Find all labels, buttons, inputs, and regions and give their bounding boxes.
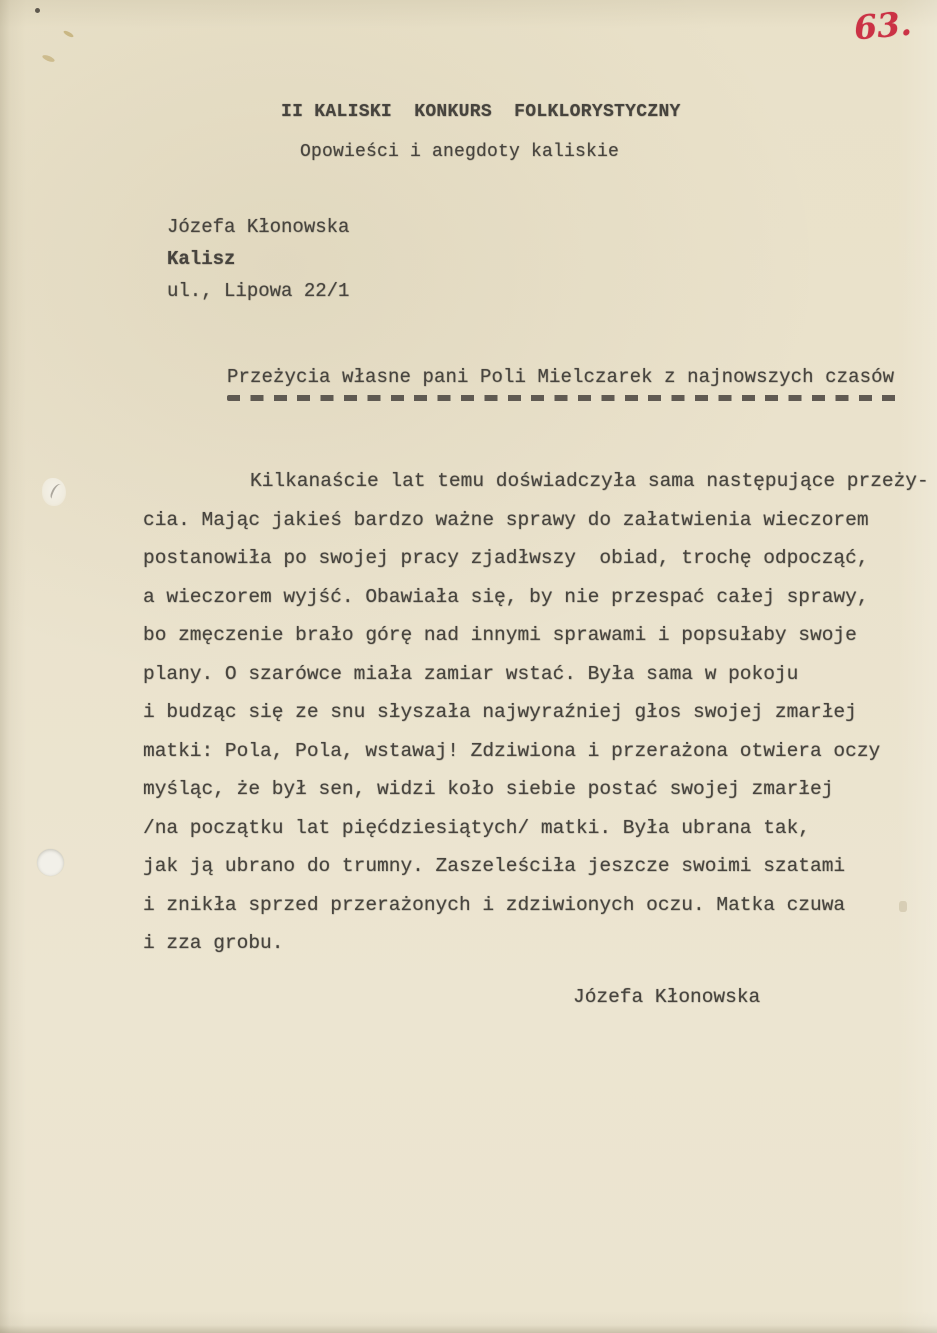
author-name: Józefa Kłonowska	[167, 216, 350, 238]
body-line: bo zmęczenie brało górę nad innymi sprawami i popsułaby swoje	[143, 624, 857, 646]
body-line: i znikła sprzed przerażonych i zdziwionych oczu. Matka czuwa	[143, 893, 846, 916]
document-subtitle: Opowieści i anegdoty kaliskie	[300, 142, 620, 162]
body-line: /na początku lat pięćdziesiątych/ matki. Była ubrana tak,	[143, 816, 811, 839]
body-line: plany. O szarówce miała zamiar wstać. Była sama w pokoju	[143, 662, 799, 685]
handwritten-page-number: 63.	[852, 3, 914, 48]
paper-stain	[63, 30, 75, 39]
story-body	[143, 462, 933, 963]
story-heading: Przeżycia własne pani Poli Mielczarek z najnowszych czasów	[227, 366, 895, 388]
author-street: ul., Lipowa 22/1	[167, 280, 350, 302]
author-city: Kalisz	[167, 248, 236, 270]
signature: Józefa Kłonowska	[573, 986, 761, 1008]
paper-tear-mark	[42, 478, 66, 506]
body-line: Kilkanaście lat temu doświadczyła sama następujące przeży-	[250, 470, 929, 492]
heading-dashed-underline	[227, 395, 905, 401]
ink-speck	[35, 8, 40, 13]
hole-punch	[37, 849, 64, 876]
body-line: matki: Pola, Pola, wstawaj! Zdziwiona i przerażona otwiera oczy	[143, 739, 881, 762]
faint-smudge	[899, 901, 907, 912]
body-line: postanowiła po swojej pracy zjadłwszy obiad, trochę odpocząć,	[143, 547, 869, 569]
body-line: jak ją ubrano do trumny. Zaszeleściła jeszcze swoimi szatami	[143, 855, 846, 877]
body-line: cia. Mając jakieś bardzo ważne sprawy do załatwienia wieczorem	[143, 508, 869, 531]
body-line: i budząc się ze snu słyszała najwyraźniej głos swojej zmarłej	[143, 701, 857, 723]
body-line: i zza grobu.	[143, 932, 284, 954]
document-title: II KALISKI KONKURS FOLKLORYSTYCZNY	[281, 102, 681, 122]
body-line: a wieczorem wyjść. Obawiała się, by nie przespać całej sprawy,	[143, 585, 869, 608]
body-line: myśląc, że był sen, widzi koło siebie postać swojej zmarłej	[143, 778, 834, 800]
paper-stain	[42, 54, 56, 64]
